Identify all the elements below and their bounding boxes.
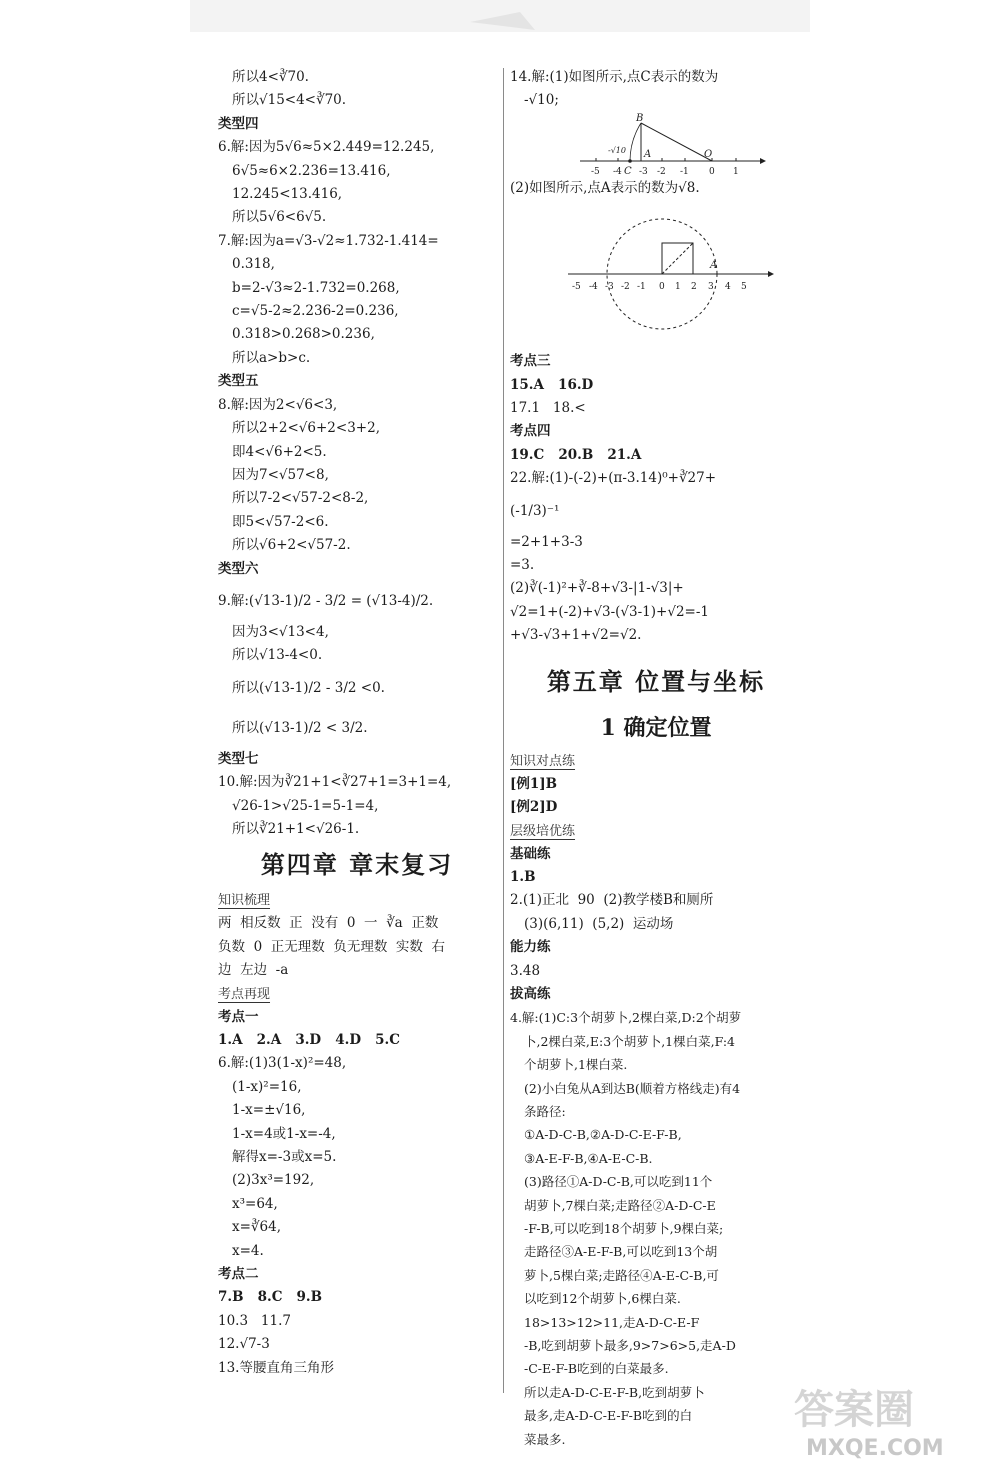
text-line: 1-x=±√16, [232, 1102, 306, 1119]
tick-label: -4 [613, 166, 622, 177]
answer-line: 13.等腰直角三角形 [218, 1359, 334, 1376]
answer-line: 15.A 16.D [510, 376, 594, 393]
section-label: 知识梳理 [218, 893, 271, 909]
tick-label: -2 [657, 166, 666, 177]
text-line: √2=1+(-2)+√3-(√3-1)+√2=-1 [510, 603, 709, 620]
text-line: 所以5√6<6√5. [232, 209, 327, 226]
text-line: 0.318, [232, 256, 275, 273]
text-line: 4.解:(1)C:3个胡萝卜,2棵白菜,D:2个胡萝 [510, 1010, 742, 1026]
text-line: -B,吃到胡萝卜最多,9>7>6>5,走A-D [524, 1338, 736, 1354]
type-heading: 类型六 [218, 560, 259, 577]
number-line-figure-1 [510, 113, 802, 177]
tick-label: 0 [709, 166, 715, 177]
text-line: 因为7<√57<8, [232, 466, 329, 483]
tick-label: -5 [591, 166, 600, 177]
type-heading: 类型五 [218, 373, 259, 390]
text-line: =3. [510, 557, 535, 574]
tick-label: -3 [639, 166, 648, 177]
text-line: 所以走A-D-C-E-F-B,吃到胡萝卜 [524, 1384, 705, 1400]
tick-label: 0 [659, 282, 665, 293]
tick-label: 1 [675, 282, 681, 293]
text-line: b=2-√3≈2-1.732=0.268, [232, 279, 400, 296]
text-line: =2+1+3-3 [510, 533, 583, 550]
text-line: (2)3x³=192, [232, 1172, 315, 1189]
text-line: 10.解:因为∛21+1<∛27+1=3+1=4, [218, 774, 452, 791]
text-line: 18>13>12>11,走A-D-C-E-F [524, 1314, 700, 1330]
kaodian-heading: 考点二 [218, 1266, 259, 1283]
level-heading: 基础练 [510, 845, 551, 862]
kaodian-heading: 考点三 [510, 353, 551, 370]
text-line: 因为3<√13<4, [232, 623, 329, 640]
text-line: 即5<√57-2<6. [232, 513, 329, 530]
text-line: 所以∛21+1<√26-1. [232, 820, 360, 837]
text-line: (3)路径①A-D-C-B,可以吃到11个 [524, 1174, 713, 1190]
point-label-a: A [644, 148, 652, 160]
text-line: (2)小白兔从A到达B(顺着方格线走)有4 [524, 1080, 741, 1096]
type-heading: 类型四 [218, 115, 259, 132]
answer-line: [例2]D [510, 799, 558, 816]
text-line: 以吃到12个胡萝卜,6棵白菜. [524, 1291, 681, 1307]
text-line: 负数 0 正无理数 负无理数 实数 右 [218, 938, 446, 955]
text-line: 个胡萝卜,1棵白菜. [524, 1057, 628, 1073]
column-divider [503, 68, 504, 1393]
answer-line: 17.1 18.< [510, 400, 586, 417]
text-line: 最多,走A-D-C-E-F-B吃到的白 [524, 1408, 693, 1424]
text-line: (1-x)²=16, [232, 1078, 302, 1095]
text-line: x=4. [232, 1242, 264, 1259]
text-line: +√3-√3+1+√2=√2. [510, 627, 642, 644]
text-line: 14.解:(1)如图所示,点C表示的数为 [510, 69, 719, 85]
text-line: 萝卜,5棵白菜;走路径④A-E-C-B,可 [524, 1267, 719, 1283]
tick-label: -1 [680, 166, 689, 177]
watermark-logo [792, 1381, 972, 1461]
text-line: 所以√6+2<√57-2. [232, 537, 351, 554]
header-decoration [190, 0, 810, 40]
text-line: 7.解:因为a=√3-√2≈1.732-1.414= [218, 232, 439, 249]
tick-label: -2 [621, 282, 630, 293]
text-line: 6.解:因为5√6≈5×2.449=12.245, [218, 139, 435, 156]
tick-label: 5 [741, 282, 747, 293]
text-line: 2.(1)正北 90 (2)教学楼B和厕所 [510, 892, 714, 909]
text-line: 8.解:因为2<√6<3, [218, 396, 338, 413]
answer-line: 19.C 20.B 21.A [510, 446, 642, 463]
point-label-c: C [624, 165, 632, 177]
answer-line: 1.B [510, 868, 536, 885]
text-line: 1-x=4或1-x=-4, [232, 1125, 336, 1142]
right-column [510, 66, 802, 1451]
text-line: 解得x=-3或x=5. [232, 1149, 337, 1166]
text-line: 边 左边 -a [218, 962, 289, 979]
point-label-o: O [704, 148, 713, 160]
point-label-b: B [636, 112, 644, 124]
tick-label: 3 [708, 282, 714, 293]
answer-line: 7.B 8.C 9.B [218, 1289, 323, 1306]
left-column [218, 66, 496, 1380]
tick-label: 1 [733, 166, 739, 177]
text-line: ①A-D-C-B,②A-D-C-E-F-B, [524, 1127, 682, 1143]
text-line: 22.解:(1)-(-2)+(π-3.14)⁰+∛27+ [510, 470, 717, 487]
tick-label: -5 [572, 282, 581, 293]
point-label-a: A [710, 260, 718, 272]
text-line: √26-1>√25-1=5-1=4, [232, 797, 379, 814]
text-line: (2)如图所示,点A表示的数为√8. [510, 179, 700, 196]
text-line: 两 相反数 正 没有 0 一 ∛a 正数 [218, 915, 439, 932]
text-line: 条路径: [524, 1103, 566, 1119]
text-line: 菜最多. [524, 1431, 566, 1447]
answer-line: 1.A 2.A 3.D 4.D 5.C [218, 1032, 400, 1048]
tick-label: -1 [637, 282, 646, 293]
chapter-title: 第四章 章末复习 [260, 850, 454, 880]
section-label: 知识对点练 [510, 753, 576, 769]
text-line: 所以√15<4<∛70. [232, 92, 347, 109]
answer-line: 12.√7-3 [218, 1336, 270, 1353]
text-line: (3)(6,11) (5,2) 运动场 [524, 915, 674, 932]
level-heading: 拔高练 [510, 985, 551, 1002]
tick-label: 2 [691, 282, 697, 293]
answer-line: [例1]B [510, 775, 558, 792]
kaodian-heading: 考点一 [218, 1008, 259, 1025]
text-line: 所以(√13-1)/2 - 3/2 <0. [232, 679, 385, 696]
watermark-url: MXQE.COM [806, 1436, 944, 1461]
chapter-title: 第五章 位置与坐标 [546, 666, 766, 696]
answer-line: 10.3 11.7 [218, 1312, 291, 1329]
text-line: 0.318>0.268>0.236, [232, 326, 375, 343]
text-line: 6√5≈6×2.236=13.416, [232, 162, 391, 179]
text-line: 即4<√6+2<5. [232, 443, 327, 460]
text-line: -F-B,可以吃到18个胡萝卜,9棵白菜; [524, 1221, 724, 1236]
text-line: -√10; [524, 92, 559, 109]
number-line-figure-2 [510, 200, 802, 350]
text-line: 6.解:(1)3(1-x)²=48, [218, 1055, 347, 1072]
text-line: c=√5-2≈2.236-2=0.236, [232, 303, 399, 320]
answer-line: 3.48 [510, 962, 541, 979]
text-line: 所以√13-4<0. [232, 647, 323, 664]
text-line: 9.解:(√13-1)/2 - 3/2 = (√13-4)/2. [218, 592, 434, 609]
text-line: 走路径③A-E-F-B,可以吃到13个胡 [524, 1244, 718, 1260]
text-line: -C-E-F-B吃到的白菜最多. [524, 1361, 669, 1377]
tick-label: -4 [589, 282, 598, 293]
text-line: 胡萝卜,7棵白菜;走路径②A-D-C-E [524, 1197, 716, 1213]
text-line: 所以4<∛70. [232, 69, 309, 85]
text-line: 所以(√13-1)/2 < 3/2. [232, 719, 368, 736]
text-line: (-1/3)⁻¹ [510, 502, 560, 519]
section-label: 层级培优练 [510, 823, 576, 839]
text-line: 所以a>b>c. [232, 349, 311, 366]
text-line: x=∛64, [232, 1219, 281, 1236]
section-label: 考点再现 [218, 986, 271, 1002]
text-line: 12.245<13.416, [232, 186, 343, 203]
watermark-big-text: 答案圈 [794, 1387, 914, 1433]
sqrt10-label: -√10 [608, 145, 626, 155]
section-title: 1 确定位置 [600, 714, 712, 741]
text-line: 卜,2棵白菜,E:3个胡萝卜,1棵白菜,F:4 [524, 1033, 735, 1049]
type-heading: 类型七 [218, 750, 259, 767]
kaodian-heading: 考点四 [510, 423, 551, 440]
tick-label: 4 [725, 282, 731, 293]
text-line: (2)∛(-1)²+∛-8+√3-|1-√3|+ [510, 580, 684, 597]
tick-label: -3 [605, 282, 614, 293]
text-line: ③A-E-F-B,④A-E-C-B. [524, 1150, 653, 1166]
text-line: x³=64, [232, 1195, 278, 1212]
text-line: 所以2+2<√6+2<3+2, [232, 420, 380, 437]
text-line: 所以7-2<√57-2<8-2, [232, 490, 369, 507]
level-heading: 能力练 [510, 939, 551, 956]
